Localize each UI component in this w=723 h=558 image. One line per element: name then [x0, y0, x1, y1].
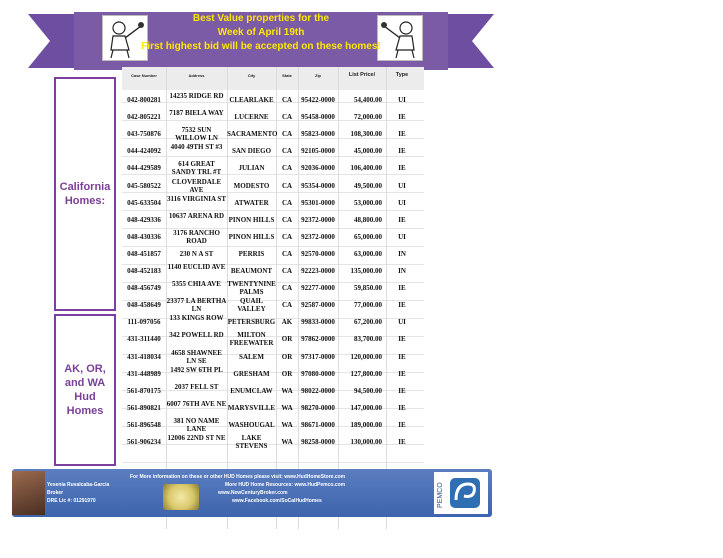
cell-case: 561-870175: [127, 386, 161, 395]
cell-state: CA: [281, 249, 293, 258]
cell-state: CA: [281, 164, 293, 173]
cell-state: CA: [281, 130, 293, 139]
cell-address: 12006 22ND ST NE: [167, 434, 226, 442]
agent-photo: [12, 471, 45, 515]
cell-state: WA: [281, 386, 293, 395]
california-label-box: [54, 77, 116, 311]
cell-state: OR: [281, 352, 293, 361]
table-row: [122, 434, 424, 451]
cell-type: IE: [398, 352, 406, 361]
cell-case: 431-448989: [127, 369, 161, 378]
cell-price: 77,000.00: [354, 301, 382, 310]
cell-state: WA: [281, 403, 293, 412]
header-state: State: [282, 73, 292, 78]
cell-type: IE: [398, 438, 406, 446]
table-row: [122, 314, 424, 331]
cell-state: CA: [281, 267, 293, 275]
cell-case: 048-452183: [127, 267, 161, 275]
cell-price: 147,000.00: [350, 403, 382, 412]
cell-case: 044-424092: [127, 147, 161, 156]
table-row: [122, 349, 424, 366]
cell-state: AK: [281, 318, 293, 327]
cell-address: 23377 LA BERTHA LN: [166, 297, 227, 314]
cell-type: IE: [398, 147, 406, 156]
cell-type: IE: [398, 130, 406, 139]
cell-address: 342 POWELL RD: [169, 331, 224, 340]
banner-line-2: Week of April 19th: [217, 27, 305, 38]
table-row: [122, 195, 424, 212]
table-row: [122, 331, 424, 348]
cell-case: 431-311440: [127, 335, 161, 344]
cell-case: 561-906234: [127, 438, 161, 446]
ak-or-wa-label: AK, OR, and WA Hud Homes: [64, 363, 106, 417]
table-row: [122, 246, 424, 263]
cell-state: WA: [281, 438, 293, 446]
cell-state: CA: [281, 198, 293, 207]
cell-type: IE: [398, 284, 406, 293]
cell-address: CLOVERDALE AVE: [171, 177, 222, 194]
cell-city: SACRAMENTO: [227, 130, 278, 139]
cell-case: 048-458649: [127, 301, 161, 310]
cell-city: SAN DIEGO: [231, 147, 272, 156]
table-row: [122, 417, 424, 434]
banner-line-3: First highest bid will be accepted on these homes!: [141, 41, 381, 52]
cell-zip: 97862-0000: [301, 335, 335, 344]
info-line-3[interactable]: www.NewCenturyBroker.com: [218, 490, 288, 496]
cell-type: IE: [398, 215, 406, 224]
cell-zip: 92277-0000: [301, 284, 335, 293]
table-row: [122, 109, 424, 126]
cell-state: OR: [281, 335, 293, 344]
cell-address: 4040 49TH ST #3: [170, 143, 223, 152]
cell-zip: 98022-0000: [301, 386, 335, 395]
cell-case: 044-429589: [127, 164, 161, 173]
cell-price: 63,000.00: [354, 249, 382, 258]
cell-address: 10637 ARENA RD: [168, 211, 225, 220]
cell-city: TWENTYNINE PALMS: [227, 280, 276, 297]
cell-address: 133 KINGS ROW: [169, 314, 224, 323]
cell-type: IE: [398, 113, 406, 122]
header-zip: Zip: [315, 73, 321, 78]
header-address: Address: [188, 73, 205, 78]
cell-city: WASHOUGAL: [228, 420, 275, 429]
cell-type: IN: [398, 249, 406, 258]
cell-state: CA: [281, 301, 293, 310]
cell-address: 381 NO NAME LANE: [173, 416, 220, 433]
banner-line-1: Best Value properties for the: [192, 13, 330, 24]
cell-city: LUCERNE: [234, 113, 269, 122]
info-line-4[interactable]: www.Facebook.com/SoCalHudHomes: [232, 498, 322, 504]
cell-zip: 98270-0000: [301, 403, 335, 412]
info-line-1: For More information on these or other HUD Homes please visit: www.HudHomeStore.com: [130, 474, 346, 480]
cell-state: CA: [281, 96, 293, 104]
cell-type: UI: [398, 198, 406, 207]
cell-state: CA: [281, 232, 293, 241]
cell-case: 048-430336: [127, 232, 161, 241]
cell-case: 561-896548: [127, 420, 161, 429]
cell-city: PINON HILLS: [228, 215, 275, 224]
cell-price: 65,000.00: [354, 232, 382, 241]
cell-zip: 92105-0000: [301, 147, 335, 156]
table-row: [122, 263, 424, 280]
agent-name: Yesenia Ruvalcaba-Garcia: [47, 482, 110, 488]
cell-address: 3116 VIRGINIA ST: [166, 194, 226, 203]
cell-zip: 97080-0000: [301, 369, 335, 378]
california-label: California Homes:: [59, 181, 111, 207]
cell-price: 48,800.00: [354, 215, 382, 224]
cell-case: 045-580522: [127, 181, 161, 190]
table-row: [122, 160, 424, 177]
cell-price: 130,000.00: [350, 438, 382, 446]
cell-address: 14235 RIDGE RD: [169, 92, 224, 100]
cell-state: WA: [281, 420, 293, 429]
cell-state: CA: [281, 113, 293, 122]
cell-type: UI: [398, 96, 406, 104]
cell-price: 94,500.00: [354, 386, 382, 395]
table-row: [122, 280, 424, 297]
cell-city: PINON HILLS: [228, 232, 275, 241]
agent-dre: DRE Lic #: 01291970: [47, 498, 96, 504]
cell-price: 108,300.00: [350, 130, 382, 139]
cell-zip: 97317-0000: [301, 352, 335, 361]
cell-type: IE: [398, 420, 406, 429]
cell-city: BEAUMONT: [230, 267, 273, 275]
cell-address: 1492 SW 6TH PL: [170, 365, 223, 374]
cell-city: GRESHAM: [233, 369, 270, 378]
table-row: [122, 212, 424, 229]
cell-address: 7187 BIELA WAY: [169, 109, 224, 118]
banner-text: [120, 12, 402, 54]
cell-case: 431-418034: [127, 352, 161, 361]
cell-type: UI: [398, 232, 406, 241]
cell-price: 106,400.00: [350, 164, 382, 173]
cell-address: 4658 SHAWNEE LN SE: [171, 348, 222, 365]
cell-price: 83,700.00: [354, 335, 382, 344]
cell-state: CA: [281, 147, 293, 156]
cell-state: CA: [281, 284, 293, 293]
cell-type: UI: [398, 318, 406, 327]
cell-price: 45,000.00: [354, 147, 382, 156]
table-row: [122, 178, 424, 195]
cell-address: 2037 FELL ST: [174, 382, 219, 391]
cell-city: SALEM: [239, 352, 264, 361]
cell-zip: 95354-0000: [301, 181, 335, 190]
cell-price: 53,000.00: [354, 198, 382, 207]
cell-type: IE: [398, 369, 406, 378]
cell-case: 045-633504: [127, 198, 161, 207]
header-city: City: [247, 73, 256, 78]
cell-price: 54,400.00: [354, 96, 382, 104]
cell-zip: 92587-0000: [301, 301, 335, 310]
table-row: [122, 143, 424, 160]
cell-type: UI: [398, 181, 406, 190]
table-row: [122, 229, 424, 246]
cell-case: 048-456749: [127, 284, 161, 293]
cell-city: JULIAN: [238, 164, 265, 173]
cell-case: 042-800281: [127, 96, 161, 104]
cell-zip: 99833-0000: [301, 318, 335, 327]
cell-address: 230 N A ST: [179, 249, 214, 258]
cell-city: QUAIL VALLEY: [237, 297, 266, 314]
table-row: [122, 297, 424, 314]
cell-price: 67,200.00: [354, 318, 382, 327]
cell-type: IE: [398, 386, 406, 395]
cell-city: MARYSVILLE: [227, 403, 276, 412]
cell-price: 120,000.00: [350, 352, 382, 361]
table-row: [122, 383, 424, 400]
cell-city: ENUMCLAW: [230, 386, 273, 395]
cell-type: IE: [398, 301, 406, 310]
cell-state: OR: [281, 369, 293, 378]
cell-price: 72,000.00: [354, 113, 382, 122]
agent-title: Broker: [47, 490, 64, 496]
cell-city: LAKE STEVENS: [235, 434, 268, 450]
cell-city: CLEARLAKE: [229, 96, 274, 104]
cell-address: 614 GREAT SANDY TRL #T: [171, 160, 222, 177]
cell-state: CA: [281, 215, 293, 224]
cell-city: MILTON FREEWATER: [229, 331, 274, 348]
new-century-logo: [163, 484, 199, 510]
cell-zip: 95458-0000: [301, 113, 335, 122]
table-row: [122, 126, 424, 143]
table-row: [122, 92, 424, 109]
cell-case: 111-097056: [127, 318, 161, 327]
cell-zip: 92036-0000: [301, 164, 335, 173]
cell-address: 5355 CHIA AVE: [172, 280, 221, 289]
cell-price: 189,000.00: [350, 420, 382, 429]
header-list-price: List Price/: [348, 72, 376, 78]
pemco-logo-icon: [434, 472, 488, 514]
info-line-2: More HUD Home Resources: www.HudPemco.com: [225, 482, 346, 488]
cell-type: IE: [398, 335, 406, 344]
cell-zip: 92372-0000: [301, 215, 335, 224]
cell-city: MODESTO: [233, 181, 270, 190]
cell-price: 49,500.00: [354, 181, 382, 190]
cell-zip: 98258-0000: [301, 438, 335, 446]
cell-city: PERRIS: [238, 249, 265, 258]
table-row: [122, 400, 424, 417]
cell-type: IE: [398, 164, 406, 173]
cell-zip: 92372-0000: [301, 232, 335, 241]
cell-address: 1140 EUCLID AVE: [167, 263, 226, 271]
pemco-logo-text: PEMCO: [437, 482, 444, 508]
cell-zip: 95422-0000: [301, 96, 335, 104]
cell-price: 127,800.00: [350, 369, 382, 378]
cell-state: CA: [281, 181, 293, 190]
cell-case: 048-451857: [127, 249, 161, 258]
cell-address: 3176 RANCHO ROAD: [173, 228, 220, 245]
cell-case: 048-429336: [127, 215, 161, 224]
cell-price: 135,000.00: [350, 267, 382, 275]
cell-zip: 95301-0000: [301, 198, 335, 207]
cell-city: PETERSBURG: [227, 318, 276, 327]
cell-case: 561-890821: [127, 403, 161, 412]
cell-type: IE: [398, 403, 406, 412]
cell-city: ATWATER: [234, 198, 269, 207]
table-header-bar: [122, 67, 424, 90]
cell-case: 042-805221: [127, 113, 161, 122]
cell-case: 043-750876: [127, 130, 161, 139]
header-case-number: Case Number: [131, 73, 157, 78]
cell-type: IN: [398, 267, 406, 275]
cell-address: 7532 SUN WILLOW LN: [175, 126, 218, 143]
ak-or-wa-label-box: [54, 314, 116, 466]
cell-zip: 92570-0000: [301, 249, 335, 258]
cell-price: 59,850.00: [354, 284, 382, 293]
cell-zip: 98671-0000: [301, 420, 335, 429]
cell-address: 6007 76TH AVE NE: [166, 399, 227, 408]
cell-zip: 92223-0000: [301, 267, 335, 275]
table-row: [122, 366, 424, 383]
cell-zip: 95823-0000: [301, 130, 335, 139]
header-type: Type: [395, 72, 409, 78]
